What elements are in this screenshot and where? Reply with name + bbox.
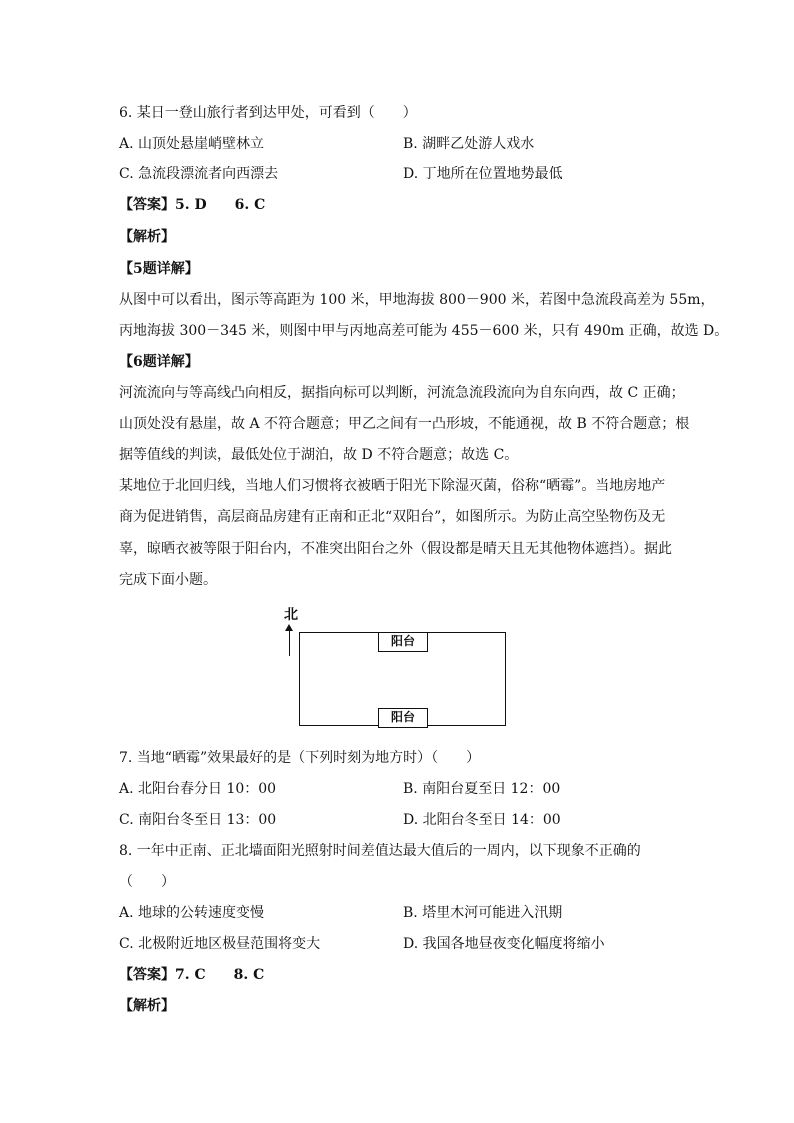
north-balcony: 阳台	[378, 632, 428, 652]
north-label: 北	[284, 607, 298, 623]
question-6-option-b: B. 湖畔乙处游人戏水	[403, 136, 535, 152]
question-7-option-b: B. 南阳台夏至日 12：00	[403, 781, 561, 797]
passage-line: 某地位于北回归线，当地人们习惯将衣被晒于阳光下除湿灭菌，俗称“晒霉”。当地房地产	[119, 478, 666, 494]
question-8-option-b: B. 塔里木河可能进入汛期	[403, 905, 563, 921]
analysis-heading: 【解析】	[119, 229, 175, 245]
question-7-option-a: A. 北阳台春分日 10：00	[119, 781, 277, 797]
analysis-heading: 【解析】	[119, 998, 175, 1014]
balcony-diagram	[284, 605, 514, 730]
question-6-stem: 6. 某日一登山旅行者到达甲处，可看到（ ）	[119, 105, 417, 121]
q5-detail-heading: 【5题详解】	[119, 261, 199, 277]
q6-detail-heading: 【6题详解】	[119, 354, 199, 370]
q5-detail-line: 从图中可以看出，图示等高距为 100 米，甲地海拔 800－900 米，若图中急流段高差为 55m，	[119, 292, 715, 308]
passage-line: 辜，晾晒衣被等限于阳台内，不准突出阳台之外（假设都是晴天且无其他物体遮挡）。据此	[119, 541, 672, 557]
question-8-option-c: C. 北极附近地区极昼范围将变大	[119, 936, 321, 952]
south-balcony: 阳台	[378, 708, 428, 728]
question-8-stem: 8. 一年中正南、正北墙面阳光照射时间差值达最大值后的一周内，以下现象不正确的	[119, 843, 641, 859]
question-6-option-d: D. 丁地所在位置地势最低	[403, 166, 563, 182]
question-7-option-d: D. 北阳台冬至日 14：00	[403, 812, 561, 828]
question-8-option-a: A. 地球的公转速度变慢	[119, 905, 265, 921]
passage-line: 完成下面小题。	[119, 572, 217, 588]
passage-line: 商为促进销售，高层商品房建有正南和正北“双阳台”，如图所示。为防止高空坠物伤及无	[119, 509, 666, 525]
q6-detail-line: 据等值线的判读，最低处位于湖泊，故 D 不符合题意；故选 C。	[119, 447, 519, 463]
q6-detail-line: 山顶处没有悬崖，故 A 不符合题意；甲乙之间有一凸形坡，不能通视，故 B 不符合题意；根	[119, 416, 690, 432]
question-7-option-c: C. 南阳台冬至日 13：00	[119, 812, 277, 828]
building-outline	[299, 632, 506, 726]
question-6-option-a: A. 山顶处悬崖峭壁林立	[119, 136, 265, 152]
question-8-stem-continued: （ ）	[119, 874, 175, 890]
question-8-option-d: D. 我国各地昼夜变化幅度将缩小	[403, 936, 605, 952]
north-arrow-icon	[289, 626, 290, 656]
q6-detail-line: 河流流向与等高线凸向相反，据指向标可以判断，河流急流段流向为自东向西，故 C 正确；	[119, 385, 685, 401]
question-7-stem: 7. 当地“晒霉”效果最好的是（下列时刻为地方时）（ ）	[119, 750, 481, 766]
question-6-option-c: C. 急流段漂流者向西漂去	[119, 166, 279, 182]
q5-detail-line: 丙地海拔 300－345 米，则图中甲与丙地高差可能为 455－600 米，只有 490m 正确，故选 D。	[119, 323, 729, 339]
answer-7-8: 【答案】7. C 8. C	[119, 967, 265, 983]
answer-5-6: 【答案】5. D 6. C	[119, 197, 266, 213]
